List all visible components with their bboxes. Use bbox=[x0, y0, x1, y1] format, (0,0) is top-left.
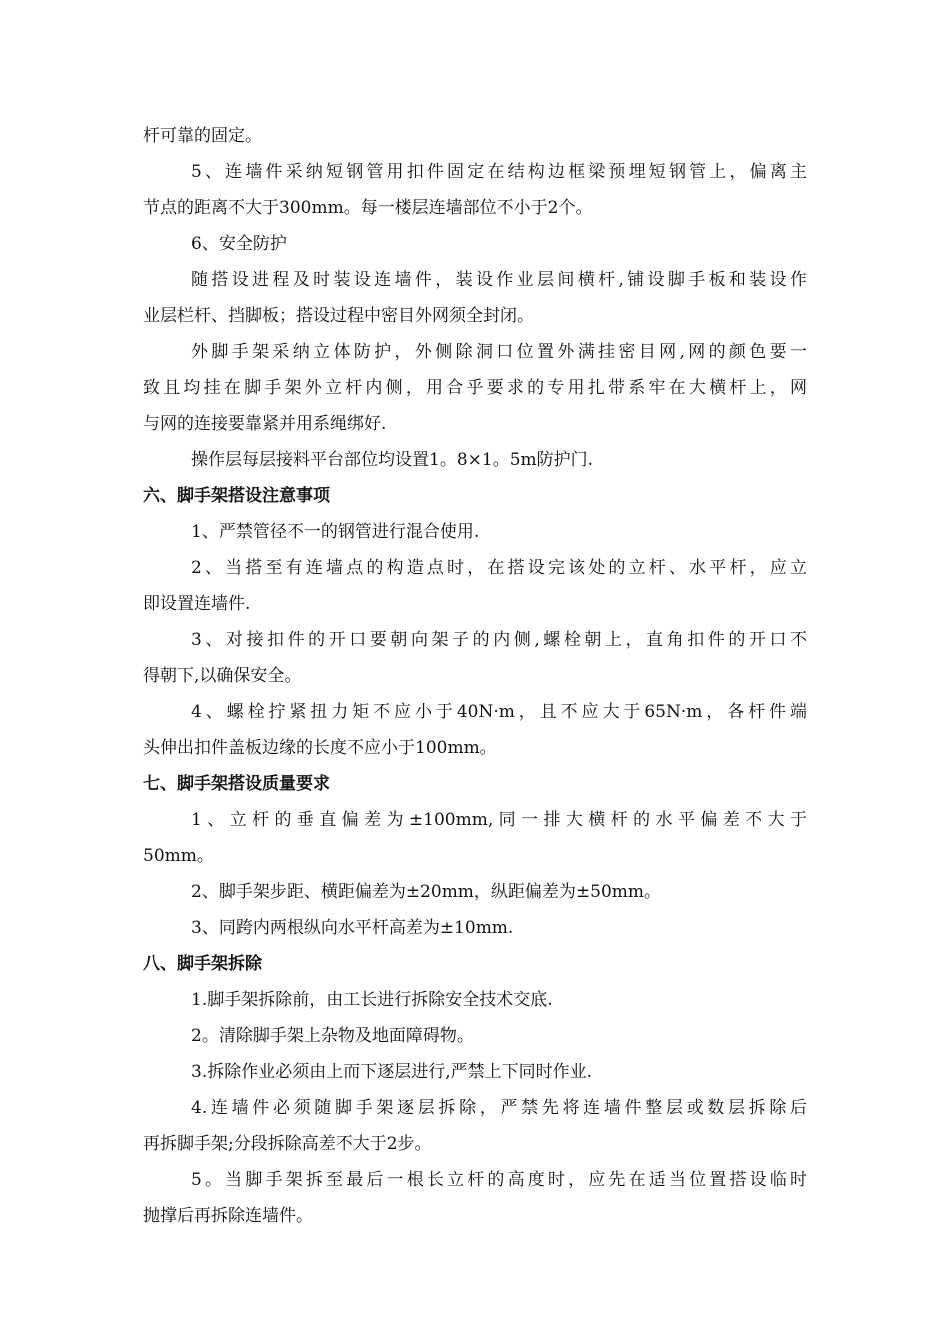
text-line: 得朝下,以确保安全。 bbox=[143, 666, 302, 686]
document-page bbox=[143, 118, 807, 1234]
paragraph-line: 5。当脚手架拆至最后一根长立杆的高度时，应先在适当位置搭设临时 bbox=[191, 1170, 807, 1190]
text-line: 头伸出扣件盖板边缘的长度不应小于100mm。 bbox=[143, 738, 497, 758]
paragraph-line: 5、连墙件采纳短钢管用扣件固定在结构边框梁预埋短钢管上，偏离主 bbox=[191, 162, 807, 182]
text-line: 与网的连接要靠紧并用系绳绑好. bbox=[143, 414, 387, 434]
paragraph-line: 3、同跨内两根纵向水平杆高差为±10mm. bbox=[191, 918, 514, 938]
text-line: 节点的距离不大于300mm。每一楼层连墙部位不小于2个。 bbox=[143, 198, 593, 218]
paragraph-line: 外脚手架采纳立体防护，外侧除洞口位置外满挂密目网,网的颜色要一 bbox=[191, 342, 807, 362]
paragraph-line: 6、安全防护 bbox=[191, 234, 287, 254]
text-line: 致且均挂在脚手架外立杆内侧，用合乎要求的专用扎带系牢在大横杆上，网 bbox=[143, 378, 807, 398]
text-line: 即设置连墙件. bbox=[143, 594, 251, 614]
text-line: 抛撑后再拆除连墙件。 bbox=[143, 1206, 313, 1226]
text-line: 业层栏杆、挡脚板；搭设过程中密目外网须全封闭。 bbox=[143, 306, 534, 326]
paragraph-line: 4、螺栓拧紧扭力矩不应小于40N·m，且不应大于65N·m，各杆件端 bbox=[191, 702, 807, 722]
paragraph-line: 2、当搭至有连墙点的构造点时，在搭设完该处的立杆、水平杆，应立 bbox=[191, 558, 807, 578]
paragraph-line: 3、对接扣件的开口要朝向架子的内侧,螺栓朝上，直角扣件的开口不 bbox=[191, 630, 807, 650]
paragraph-line: 3.拆除作业必须由上而下逐层进行,严禁上下同时作业. bbox=[191, 1062, 593, 1082]
text-line: 50mm。 bbox=[143, 846, 214, 866]
paragraph-line: 1.脚手架拆除前，由工长进行拆除安全技术交底. bbox=[191, 990, 553, 1010]
paragraph-line: 随搭设进程及时装设连墙件，装设作业层间横杆,铺设脚手板和装设作 bbox=[191, 270, 807, 290]
section-heading: 六、脚手架搭设注意事项 bbox=[143, 486, 330, 506]
text-line: 再拆脚手架;分段拆除高差不大于2步。 bbox=[143, 1134, 432, 1154]
paragraph-line: 2。清除脚手架上杂物及地面障碍物。 bbox=[191, 1026, 474, 1046]
text-line: 杆可靠的固定。 bbox=[143, 126, 262, 146]
section-heading: 七、脚手架搭设质量要求 bbox=[143, 774, 330, 794]
paragraph-line: 4.连墙件必须随脚手架逐层拆除，严禁先将连墙件整层或数层拆除后 bbox=[191, 1098, 807, 1118]
section-heading: 八、脚手架拆除 bbox=[143, 954, 262, 974]
paragraph-line: 1、严禁管径不一的钢管进行混合使用. bbox=[191, 522, 480, 542]
paragraph-line: 操作层每层接料平台部位均设置1。8×1。5m防护门. bbox=[191, 450, 594, 470]
paragraph-line: 1、立杆的垂直偏差为±100mm,同一排大横杆的水平偏差不大于 bbox=[191, 810, 807, 830]
paragraph-line: 2、脚手架步距、横距偏差为±20mm，纵距偏差为±50mm。 bbox=[191, 882, 662, 902]
